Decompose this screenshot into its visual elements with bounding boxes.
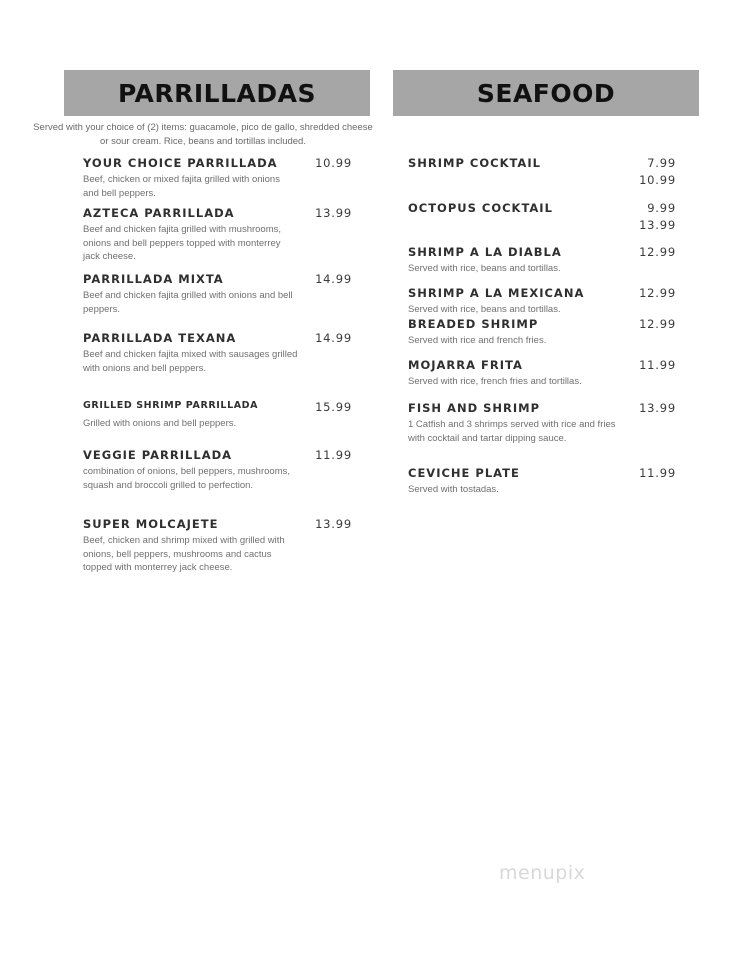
parrilladas-heading: PARRILLADAS xyxy=(64,70,370,116)
menu-item-description: combination of onions, bell peppers, mushrooms, squash and broccoli grilled to perfection. xyxy=(83,466,291,491)
menu-item-name: AZTECA PARRILLADA xyxy=(83,206,235,220)
menu-item-name: VEGGIE PARRILLADA xyxy=(83,448,233,462)
menu-item-name: SHRIMP COCKTAIL xyxy=(408,156,541,170)
menu-item-price: 13.99 xyxy=(315,206,352,220)
menu-item-name: CEVICHE PLATE xyxy=(408,466,520,480)
menu-item xyxy=(83,517,298,575)
menu-item-price: 14.99 xyxy=(315,272,352,286)
menu-item-description: Beef, chicken and shrimp mixed with grilled with onions, bell peppers, mushrooms and cactus topped with monterrey jack cheese. xyxy=(83,535,285,574)
menu-item xyxy=(408,401,623,445)
menu-item-name: YOUR CHOICE PARRILLADA xyxy=(83,156,278,170)
menu-item-name: MOJARRA FRITA xyxy=(408,358,523,372)
menu-item-description: Beef, chicken or mixed fajita grilled with onions and bell peppers. xyxy=(83,174,280,199)
menu-item xyxy=(83,331,298,375)
menu-item-price xyxy=(600,200,676,234)
seafood-heading: SEAFOOD xyxy=(393,70,699,116)
seafood-section xyxy=(393,70,699,116)
menu-item-description: Grilled with onions and bell peppers. xyxy=(83,418,237,429)
menu-item-name: PARRILLADA TEXANA xyxy=(83,331,237,345)
menu-item-price xyxy=(600,155,676,189)
menu-item-name: SUPER MOLCAJETE xyxy=(83,517,219,531)
menu-item xyxy=(408,358,623,389)
menu-item-name: OCTOPUS COCKTAIL xyxy=(408,201,553,215)
menu-item-description: Served with rice, beans and tortillas. xyxy=(408,304,561,315)
menu-item xyxy=(83,400,298,431)
menu-item xyxy=(408,317,623,348)
menu-item xyxy=(408,245,623,276)
menu-item-name: SHRIMP A LA DIABLA xyxy=(408,245,562,259)
menu-item-price: 13.99 xyxy=(639,401,676,415)
menu-item xyxy=(408,201,623,215)
menu-item-description: Served with rice and french fries. xyxy=(408,335,547,346)
menu-item-description: 1 Catfish and 3 shrimps served with rice and fries with cocktail and tartar dipping sauce. xyxy=(408,419,616,444)
menu-item-price: 12.99 xyxy=(639,245,676,259)
menu-item-price: 13.99 xyxy=(315,517,352,531)
menu-item-price: 15.99 xyxy=(315,400,352,414)
menu-item-name: PARRILLADA MIXTA xyxy=(83,272,224,286)
menu-item-name: SHRIMP A LA MEXICANA xyxy=(408,286,585,300)
menupix-watermark: menupix xyxy=(499,862,586,884)
menu-item-description: Beef and chicken fajita grilled with onions and bell peppers. xyxy=(83,290,293,315)
menu-item-name: FISH AND SHRIMP xyxy=(408,401,541,415)
menu-item-price: 11.99 xyxy=(639,466,676,480)
price-large: 13.99 xyxy=(639,218,676,232)
menu-item xyxy=(83,206,298,264)
menu-item-name: GRILLED SHRIMP PARRILLADA xyxy=(83,400,259,411)
price-large: 10.99 xyxy=(639,173,676,187)
menu-item-description: Served with rice, french fries and tortillas. xyxy=(408,376,582,387)
menu-item-price: 11.99 xyxy=(639,358,676,372)
menu-item-description: Served with tostadas. xyxy=(408,484,499,495)
price-small: 7.99 xyxy=(647,156,676,170)
parrilladas-intro: Served with your choice of (2) items: guacamole, pico de gallo, shredded cheese or sour cream. Rice, beans and tortillas included. xyxy=(33,122,373,147)
price-small: 9.99 xyxy=(647,201,676,215)
menu-item-name: BREADED SHRIMP xyxy=(408,317,539,331)
menu-item xyxy=(83,448,298,492)
menu-item-price: 14.99 xyxy=(315,331,352,345)
menu-item-description: Beef and chicken fajita mixed with sausages grilled with onions and bell peppers. xyxy=(83,349,298,374)
menu-item xyxy=(83,272,298,316)
menu-item-price: 10.99 xyxy=(315,156,352,170)
menu-item-price: 11.99 xyxy=(315,448,352,462)
menu-item xyxy=(83,156,298,200)
menu-item-price: 12.99 xyxy=(639,286,676,300)
menu-item xyxy=(408,466,623,497)
menu-item-price: 12.99 xyxy=(639,317,676,331)
menu-item-description: Served with rice, beans and tortillas. xyxy=(408,263,561,274)
menu-item xyxy=(408,156,623,170)
menu-item xyxy=(408,286,623,317)
parrilladas-section xyxy=(64,70,370,116)
menu-item-description: Beef and chicken fajita grilled with mushrooms, onions and bell peppers topped with monterrey jack cheese. xyxy=(83,224,282,263)
